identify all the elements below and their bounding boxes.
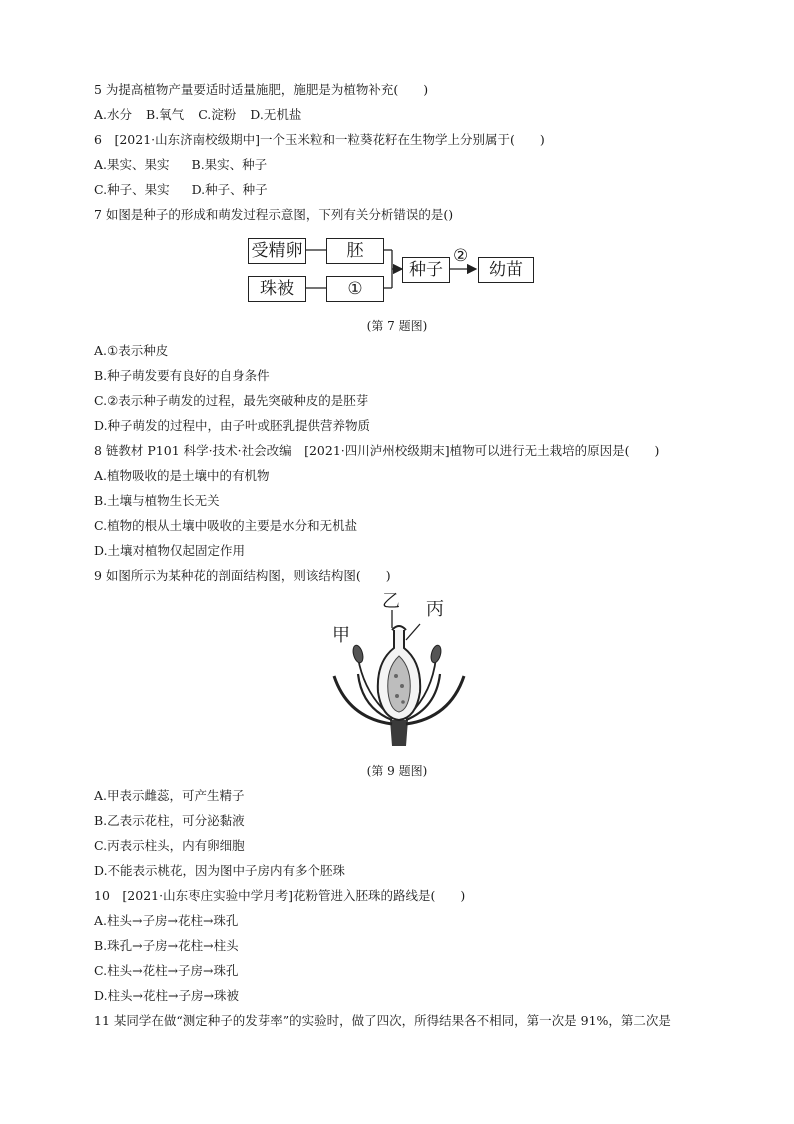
label-jia: 甲 [332,625,350,646]
anther-right [429,644,442,664]
q10-option-b: B.珠孔→子房→花柱→柱头 [94,938,239,953]
flower-drawing [328,596,470,746]
label-yi: 乙 [382,591,400,612]
ovule [401,700,405,704]
q8-option-d: D.土壤对植物仅起固定作用 [94,543,246,558]
q9-option-d: D.不能表示桃花，因为图中子房内有多个胚珠 [94,863,346,878]
q7-option-a: A.①表示种皮 [94,343,169,358]
question-6-options-row2 [94,182,268,198]
leader-line-bing [406,624,420,640]
box-seedling: 幼苗 [478,257,534,283]
q8-option-c: C.植物的根从土壤中吸收的主要是水分和无机盐 [94,518,358,533]
q6-option-c: C.种子、果实 [94,182,170,197]
question-5-stem: 5 为提高植物产量要适时适量施肥，施肥是为植物补充( ) [94,82,429,97]
question-8-stem: 8 链教材 P101 科学·技术·社会改编 [2021·四川泸州校级期末]植物可以进行无土栽培的原因是( ) [94,443,660,458]
q7-option-d: D.种子萌发的过程中，由子叶或胚乳提供营养物质 [94,418,371,433]
question-6-stem: 6 [2021·山东济南校级期中]一个玉米粒和一粒葵花籽在生物学上分别属于( ) [94,132,545,147]
q9-option-a: A.甲表示雌蕊，可产生精子 [94,788,245,803]
q7-option-c: C.②表示种子萌发的过程，最先突破种皮的是胚芽 [94,393,369,408]
flower-receptacle [390,720,408,746]
box-integument: 珠被 [248,276,306,302]
ovule [395,694,399,698]
q5-option-d: D.无机盐 [250,107,302,122]
seed-formation-diagram [246,236,536,306]
q10-option-c: C.柱头→花柱→子房→珠孔 [94,963,239,978]
ovule [394,674,398,678]
figure-7-caption: (第 7 题图) [366,319,428,333]
q9-option-c: C.丙表示柱头，内有卵细胞 [94,838,245,853]
question-11-stem: 11 某同学在做“测定种子的发芽率”的实验时，做了四次，所得结果各不相同，第一次是 91%，第二次是 [94,1013,671,1028]
question-10-stem: 10 [2021·山东枣庄实验中学月考]花粉管进入胚珠的路线是( ) [94,888,466,903]
anther-left [351,644,364,664]
label-process-2: ② [453,246,469,266]
q9-option-b: B.乙表示花柱，可分泌黏液 [94,813,245,828]
q5-option-c: C.淀粉 [198,107,237,122]
q10-option-a: A.柱头→子房→花柱→珠孔 [94,913,239,928]
box-unknown-1: ① [326,276,384,302]
q8-option-a: A.植物吸收的是土壤中的有机物 [94,468,270,483]
question-6-options-row1 [94,157,267,173]
box-embryo: 胚 [326,238,384,264]
label-bing: 丙 [426,599,444,620]
box-fertilized-egg: 受精卵 [248,238,306,264]
ovule [400,684,404,688]
question-9-stem: 9 如图所示为某种花的剖面结构图，则该结构图( ) [94,568,391,583]
question-5-options [94,107,301,123]
box-seed: 种子 [402,257,450,283]
stigma [392,626,406,630]
q10-option-d: D.柱头→花柱→子房→珠被 [94,988,239,1003]
flower-cross-section-figure [328,591,470,746]
figure-9-caption: (第 9 题图) [366,764,428,778]
q6-option-b: B.果实、种子 [191,157,268,172]
q5-option-b: B.氧气 [146,107,185,122]
q5-option-a: A.水分 [94,107,133,122]
q8-option-b: B.土壤与植物生长无关 [94,493,220,508]
q7-option-b: B.种子萌发要有良好的自身条件 [94,368,270,383]
q6-option-a: A.果实、果实 [94,157,170,172]
q6-option-d: D.种子、种子 [191,182,268,197]
question-7-stem: 7 如图是种子的形成和萌发过程示意图，下列有关分析错误的是() [94,207,454,222]
